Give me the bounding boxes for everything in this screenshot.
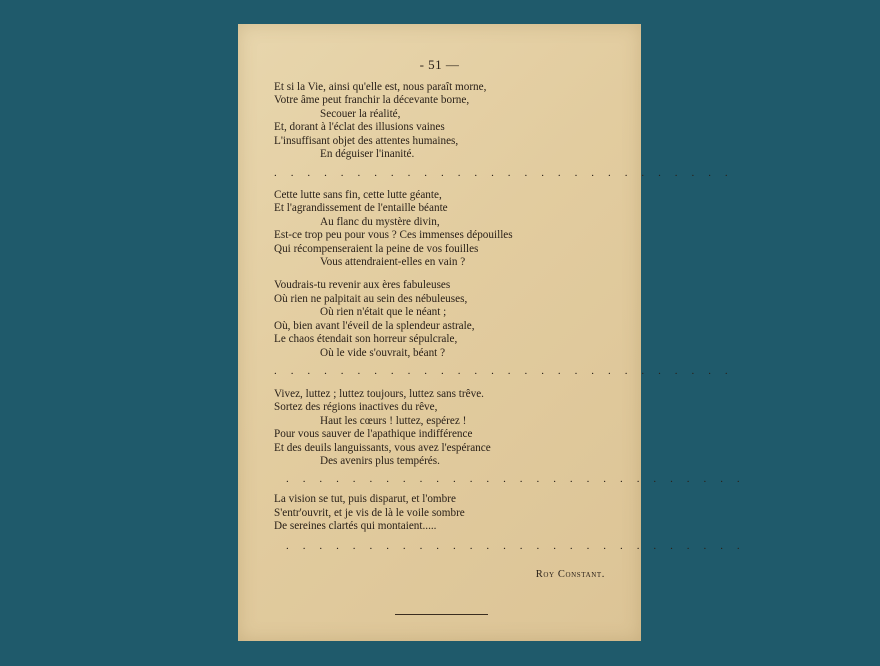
horizontal-rule bbox=[395, 614, 488, 615]
poem-line: Et si la Vie, ainsi qu'elle est, nous paraît morne, bbox=[274, 81, 487, 93]
poem-line: Où rien n'était que le néant ; bbox=[320, 306, 447, 318]
scanned-page bbox=[238, 24, 746, 641]
poem-line: Où le vide s'ouvrait, béant ? bbox=[320, 347, 446, 359]
poem-line: Vivez, luttez ; luttez toujours, luttez sans trêve. bbox=[274, 388, 484, 400]
poem-line: L'insuffisant objet des attentes humaines, bbox=[274, 135, 459, 147]
poem-line: Pour vous sauver de l'apathique indifférence bbox=[274, 428, 473, 440]
poem-line: La vision se tut, puis disparut, et l'ombre bbox=[274, 493, 456, 505]
poem-line: Qui récompenseraient la peine de vos fouilles bbox=[274, 243, 479, 255]
poem-line: S'entr'ouvrit, et je vis de là le voile sombre bbox=[274, 507, 465, 519]
poem-line: Votre âme peut franchir la décevante borne, bbox=[274, 94, 470, 106]
poem-line: Vous attendraient-elles en vain ? bbox=[320, 256, 466, 268]
poem-line: De sereines clartés qui montaient..... bbox=[274, 520, 437, 532]
poem-line: En déguiser l'inanité. bbox=[320, 148, 415, 160]
dotted-separator: . . . . . . . . . . . . . . . . . . . . . . . . . . . . bbox=[286, 473, 746, 485]
poem-line: Haut les cœurs ! luttez, espérez ! bbox=[320, 415, 467, 427]
poem-line: Secouer la réalité, bbox=[320, 108, 401, 120]
poem-line: Où rien ne palpitait au sein des nébuleuses, bbox=[274, 293, 468, 305]
dotted-separator: . . . . . . . . . . . . . . . . . . . . . . . . . . . . bbox=[274, 365, 734, 377]
poem-line: Au flanc du mystère divin, bbox=[320, 216, 440, 228]
poem-line: Est-ce trop peu pour vous ? Ces immenses dépouilles bbox=[274, 229, 513, 241]
author-signature: Roy Constant. bbox=[535, 569, 605, 580]
poem-line: Le chaos étendait son horreur sépulcrale, bbox=[274, 333, 458, 345]
poem-line: Sortez des régions inactives du rêve, bbox=[274, 401, 438, 413]
poem-line: Voudrais-tu revenir aux ères fabuleuses bbox=[274, 279, 451, 291]
poem-line: Et, dorant à l'éclat des illusions vaines bbox=[274, 121, 445, 133]
dotted-separator: . . . . . . . . . . . . . . . . . . . . . . . . . . . . bbox=[274, 167, 734, 179]
poem-line: Où, bien avant l'éveil de la splendeur astrale, bbox=[274, 320, 475, 332]
poem-line: Et des deuils languissants, vous avez l'espérance bbox=[274, 442, 491, 454]
page-number: - 51 — bbox=[419, 57, 460, 72]
poem-line: Et l'agrandissement de l'entaille béante bbox=[274, 202, 448, 214]
poem-line: Cette lutte sans fin, cette lutte géante, bbox=[274, 189, 442, 201]
dotted-separator: . . . . . . . . . . . . . . . . . . . . . . . . . . . . bbox=[286, 540, 746, 552]
poem-line: Des avenirs plus tempérés. bbox=[320, 455, 440, 467]
